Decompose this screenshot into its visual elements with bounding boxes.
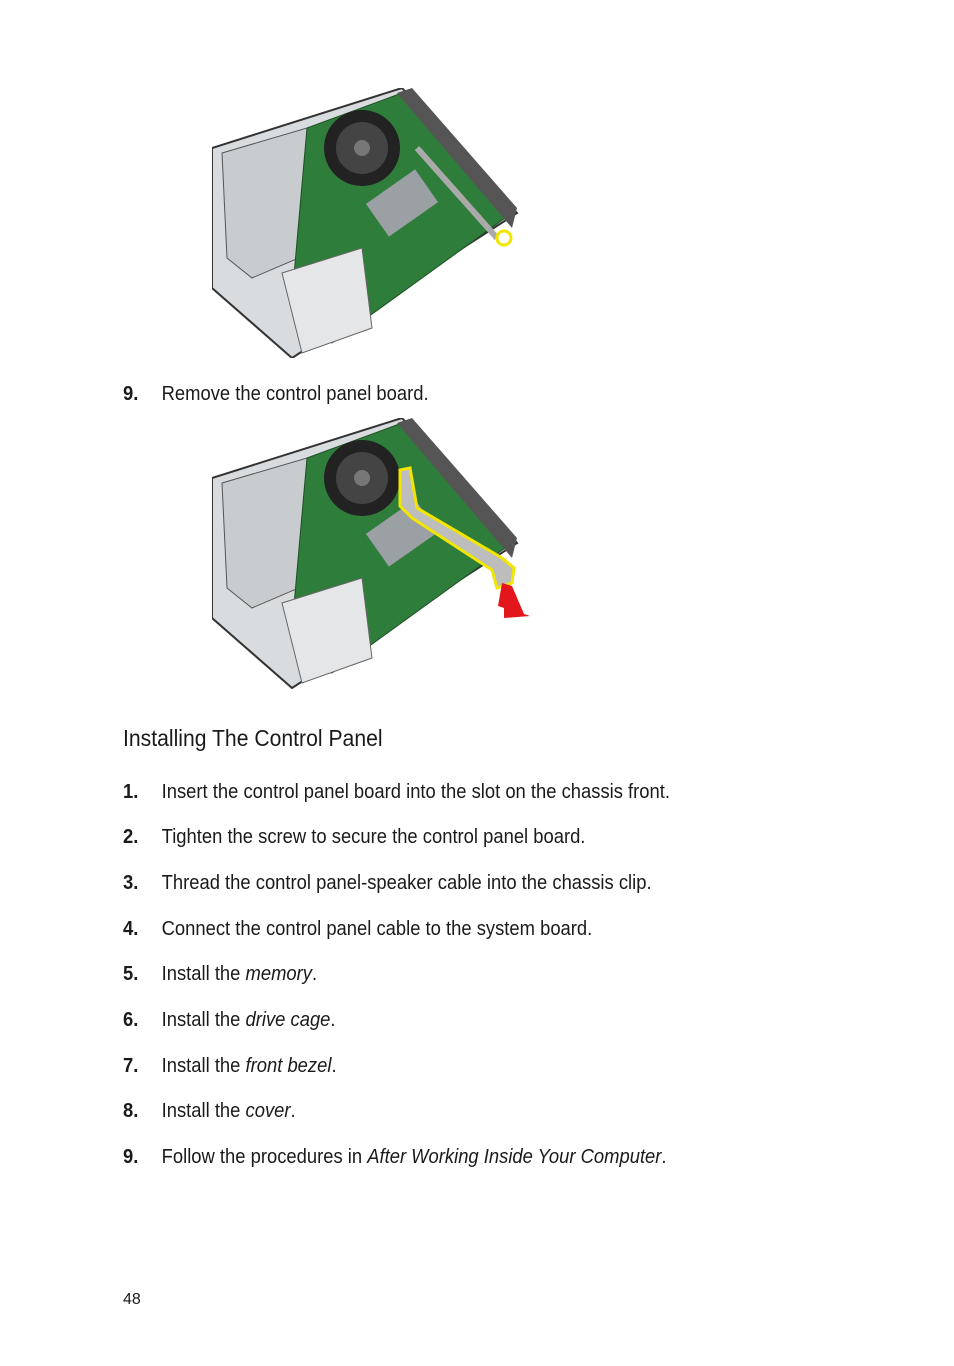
- step-number: 9.: [123, 1146, 139, 1168]
- list-item: [123, 871, 652, 895]
- screw-highlight: [497, 231, 511, 245]
- list-item: [123, 382, 429, 406]
- step-text: Install the: [161, 963, 246, 985]
- step-text: Connect the control panel cable to the system board.: [161, 918, 593, 940]
- after-working-link[interactable]: After Working Inside Your Computer: [367, 1146, 662, 1168]
- step-text-end: .: [661, 1146, 667, 1168]
- step-text: Remove the control panel board.: [161, 383, 429, 405]
- step-number: 9.: [123, 383, 139, 405]
- step-number: 8.: [123, 1100, 139, 1122]
- step-text: Install the: [161, 1055, 246, 1077]
- list-item: [123, 917, 592, 941]
- step-number: 1.: [123, 781, 139, 803]
- list-item: [123, 962, 317, 986]
- front-bezel-link[interactable]: front bezel: [245, 1055, 332, 1077]
- cover-link[interactable]: cover: [245, 1100, 291, 1122]
- step-number: 7.: [123, 1055, 139, 1077]
- step-text: Thread the control panel-speaker cable into the chassis clip.: [161, 872, 652, 894]
- step-number: 2.: [123, 826, 139, 848]
- step-text: Follow the procedures in: [161, 1146, 368, 1168]
- list-item: [123, 1145, 667, 1169]
- step-text-end: .: [330, 1009, 336, 1031]
- step-number: 5.: [123, 963, 139, 985]
- step-text-end: .: [290, 1100, 296, 1122]
- figure-remove-board: [212, 418, 532, 690]
- step-number: 4.: [123, 918, 139, 940]
- step-text: Tighten the screw to secure the control panel board.: [161, 826, 586, 848]
- list-item: [123, 1054, 337, 1078]
- computer-chassis-illustration: [212, 88, 532, 358]
- computer-chassis-illustration: [212, 418, 532, 690]
- step-text: Install the: [161, 1009, 246, 1031]
- step-number: 3.: [123, 872, 139, 894]
- arrow-icon: [498, 583, 530, 618]
- memory-link[interactable]: memory: [245, 963, 312, 985]
- page-number: 48: [123, 1291, 141, 1308]
- drive-cage-link[interactable]: drive cage: [245, 1009, 331, 1031]
- step-text: Install the: [161, 1100, 246, 1122]
- list-item: [123, 1099, 296, 1123]
- list-item: [123, 825, 585, 849]
- section-heading: Installing The Control Panel: [123, 725, 383, 751]
- step-number: 6.: [123, 1009, 139, 1031]
- step-text-end: .: [331, 1055, 337, 1077]
- step-text: Insert the control panel board into the slot on the chassis front.: [161, 781, 670, 803]
- step-text-end: .: [311, 963, 318, 985]
- list-item: [123, 780, 670, 804]
- figure-screw-location: [212, 88, 532, 358]
- list-item: [123, 1008, 336, 1032]
